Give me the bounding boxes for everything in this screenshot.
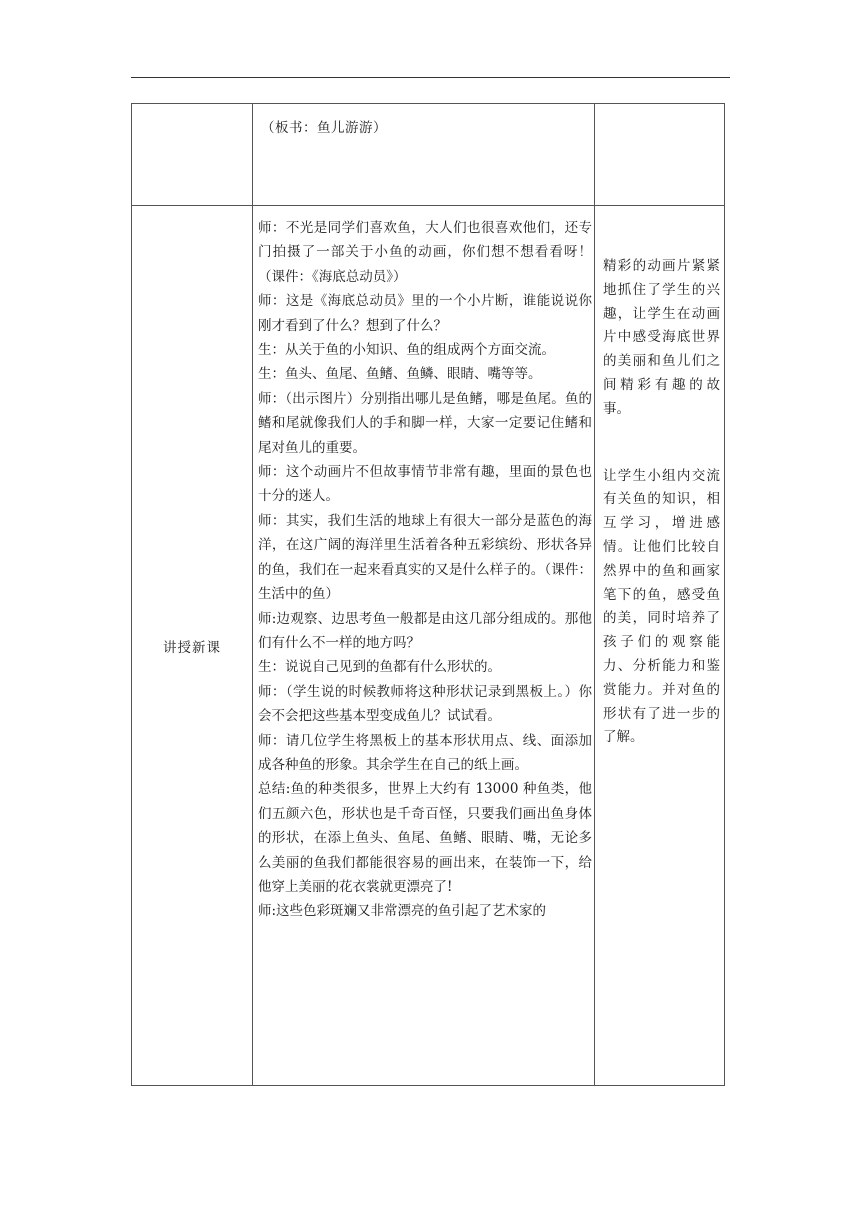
design-note: 让学生小组内交流有关鱼的知识，相互学习，增进感情。让他们比较自然界中的鱼和画家笔下的鱼，感受鱼的美，同时培养了孩子们的观察能力、分析能力和鉴赏能力。并对鱼的形状有了进一步的了解。 xyxy=(603,467,720,746)
paragraph: 师：这个动画片不但故事情节非常有趣，里面的景色也十分的迷人。 xyxy=(258,464,592,505)
paragraph: 生：鱼头、鱼尾、鱼鳍、鱼鳞、眼睛、嘴等等。 xyxy=(258,366,542,383)
design-intent-notes xyxy=(595,206,724,750)
process-cell xyxy=(253,206,595,1086)
paragraph: 师：（出示图片）分别指出哪儿是鱼鳍，哪是鱼尾。鱼的鳍和尾就像我们人的手和脚一样，大家一定要记住鳍和尾对鱼儿的重要。 xyxy=(258,390,592,456)
table-row xyxy=(132,104,725,206)
stage-cell-empty xyxy=(132,104,253,206)
lesson-plan-table xyxy=(131,103,725,1086)
paragraph: 师：（学生说的时候教师将这种形状记录到黑板上。）你会不会把这些基本型变成鱼儿？试试看。 xyxy=(258,683,592,725)
paragraph: 总结:鱼的种类很多，世界上大约有 13000 种鱼类，他们五颜六色，形状也是千奇百怪，只要我们画出鱼身体的形状，在添上鱼头、鱼尾、鱼鳍、眼睛、嘴，无论多么美丽的鱼我们都能很容易的画出来，在装饰一下，给他穿上美丽的花衣裳就更漂亮了! xyxy=(258,781,592,895)
board-cell xyxy=(253,104,595,206)
paragraph: 师:这些色彩斑斓又非常漂亮的鱼引起了艺术家的 xyxy=(258,903,547,920)
note-cell-empty xyxy=(595,104,725,206)
paragraph: 师：请几位学生将黑板上的基本形状用点、线、面添加成各种鱼的形象。其余学生在自己的纸上画。 xyxy=(258,732,592,773)
paragraph: 师:边观察、边思考鱼一般都是由这几部分组成的。那他们有什么不一样的地方吗？ xyxy=(258,610,592,651)
paragraph: 生：从关于鱼的小知识、鱼的组成两个方面交流。 xyxy=(258,342,555,359)
paragraph: 生：说说自己见到的鱼都有什么形状的。 xyxy=(258,659,501,676)
design-intent-cell xyxy=(595,206,725,1086)
stage-label: 讲授新课 xyxy=(132,206,253,1086)
table-row xyxy=(132,206,725,1086)
design-note: 精彩的动画片紧紧地抓住了学生的兴趣，让学生在动画片中感受海底世界的美丽和鱼儿们之间精彩有趣的故事。 xyxy=(603,258,720,417)
header-rule xyxy=(131,77,730,78)
paragraph: 师：不光是同学们喜欢鱼，大人们也很喜欢他们，还专门拍摄了一部关于小鱼的动画，你们想不想看看呀！（课件：《海底总动员》） xyxy=(258,220,592,285)
process-text xyxy=(253,206,594,1085)
paragraph: 师：这是《海底总动员》里的一个小片断，谁能说说你刚才看到了什么？想到了什么？ xyxy=(258,293,592,334)
board-writing: （板书：鱼儿游游） xyxy=(261,120,387,136)
paragraph: 师：其实，我们生活的地球上有很大一部分是蓝色的海洋，在这广阔的海洋里生活着各种五彩缤纷、形状各异的鱼，我们在一起来看真实的又是什么样子的。（课件：生活中的鱼） xyxy=(258,512,592,603)
